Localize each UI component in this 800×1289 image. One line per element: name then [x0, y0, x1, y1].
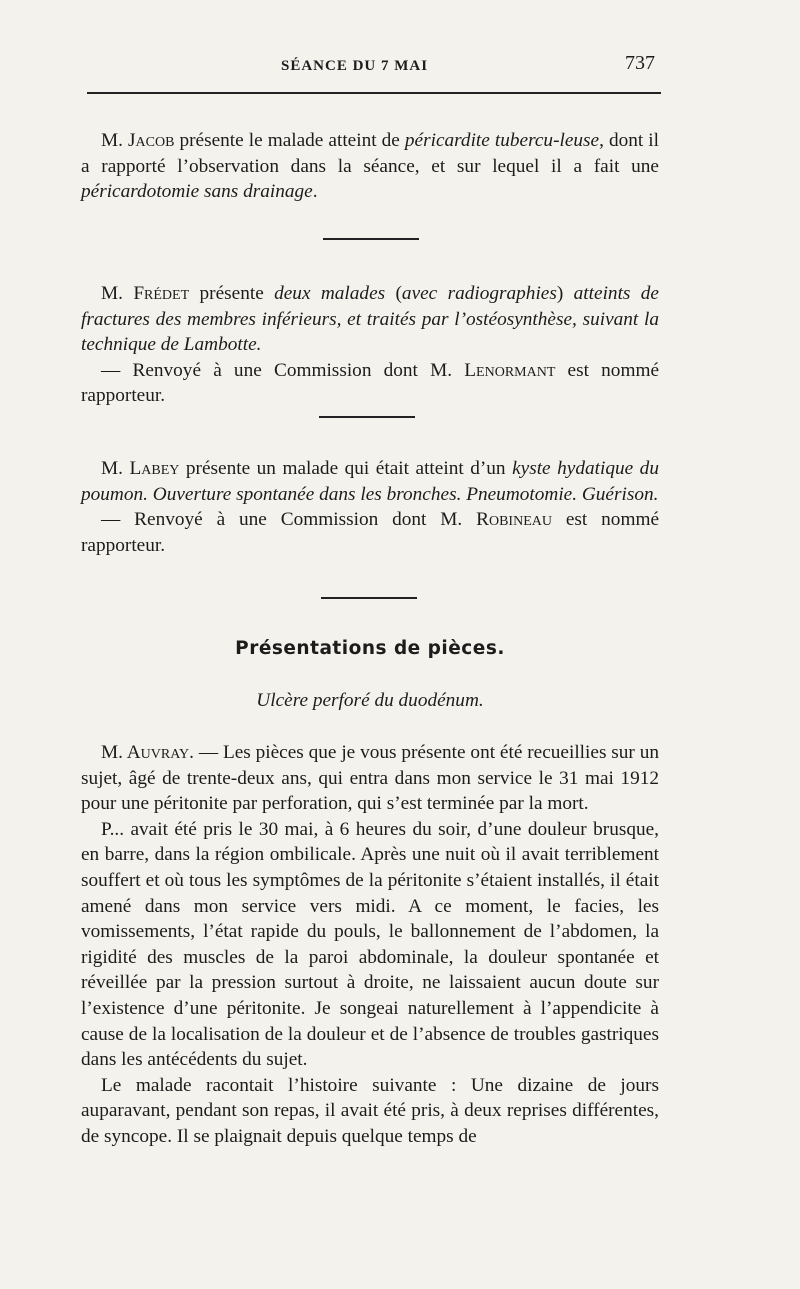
- separator-rule: [323, 238, 419, 240]
- section-title: Présentations de pièces.: [235, 638, 505, 659]
- paragraph-jacob: M. Jacob présente le malade atteint de péricardite tubercu-leuse, dont il a rapporté l’observation dans la séance, et sur lequel il a fait une péricardotomie sans drainage.: [81, 130, 660, 203]
- speaker-name: M. Frédet: [101, 283, 190, 304]
- paragraph-labey: M. Labey présente un malade qui était atteint d’un kyste hydatique du poumon. Ouverture spontanée dans les bronches. Pneumotomie. Guérison. — Renvoyé à une Commission dont M. Robineau est nommé rapporteur.: [81, 458, 659, 556]
- body-paragraph: Le malade racontait l’histoire suivante : Une dizaine de jours auparavant, pendant son repas, il avait été pris, à deux reprises différentes, de syncope. Il se plaignait depuis quelque temps de: [81, 1074, 659, 1147]
- rapporteur-name: Lenormant: [464, 359, 556, 381]
- header-rule: [87, 92, 661, 94]
- section-subtitle: Ulcère perforé du duodénum.: [256, 690, 484, 711]
- paragraph-fredet: M. Frédet présente deux malades (avec radiographies) atteints de fractures des membres inférieurs, et traités par l’ostéosynthèse, suivant la technique de Lambotte. — Renvoyé à une Commission dont M. Lenormant est nommé rapporteur.: [81, 283, 659, 407]
- speaker-name: M. Auvray.: [101, 742, 194, 763]
- speaker-name: M. Jacob: [101, 130, 175, 151]
- body-paragraph: P... avait été pris le 30 mai, à 6 heures du soir, d’une douleur brusque, en barre, dans la région ombilicale. Après une nuit où il avait terriblement souffert et où tous les symptômes de la péritonite s’étaient installés, il était amené dans mon service vers midi. A ce moment, le facies, les vomissements, l’état rapide du pouls, le ballonnement de l’abdomen, la rigidité des muscles de la paroi abdominale, la douleur spontanée et réveillée par la pression surtout à droite, ne laissaient aucun doute sur l’existence d’une péritonite. Je songeai naturellement à l’appendicite à cause de la localisation de la douleur et de l’absence de troubles gastriques dans les antécédents du sujet.: [81, 818, 659, 1071]
- speaker-name: M. Labey: [101, 458, 180, 479]
- rapporteur-name: Robineau: [476, 509, 552, 531]
- paragraph-auvray: M. Auvray. — Les pièces que je vous présente ont été recueillies sur un sujet, âgé de trente-deux ans, qui entra dans mon service le 31 mai 1912 pour une péritonite par perforation, qui s’est terminée par la mort. P... avait été pris le 30 mai, à 6 heures du soir, d’une douleur brusque, en barre, dans la région ombilicale. Après une nuit où il avait terriblement souffert et où tous les symptômes de la péritonite s’étaient installés, il était amené dans mon service vers midi. A ce moment, le facies, les vomissements, l’état rapide du pouls, le ballonnement de l’abdomen, la rigidité des muscles de la paroi abdominale, la douleur spontanée et réveillée par la pression surtout à droite, ne laissaient aucun doute sur l’existence d’une péritonite. Je songeai naturellement à l’appendicite à cause de la localisation de la douleur et de l’absence de troubles gastriques dans les antécédents du sujet. Le malade racontait l’histoire suivante : Une dizaine de jours auparavant, pendant son repas, il avait été pris, à deux reprises différentes, de syncope. Il se plaignait depuis quelque temps de: [81, 740, 659, 1150]
- separator-rule: [319, 416, 415, 418]
- running-header: [81, 50, 659, 80]
- running-title: SÉANCE DU 7 MAI: [281, 58, 429, 74]
- separator-rule: [321, 597, 417, 599]
- page-number: 737: [625, 52, 655, 74]
